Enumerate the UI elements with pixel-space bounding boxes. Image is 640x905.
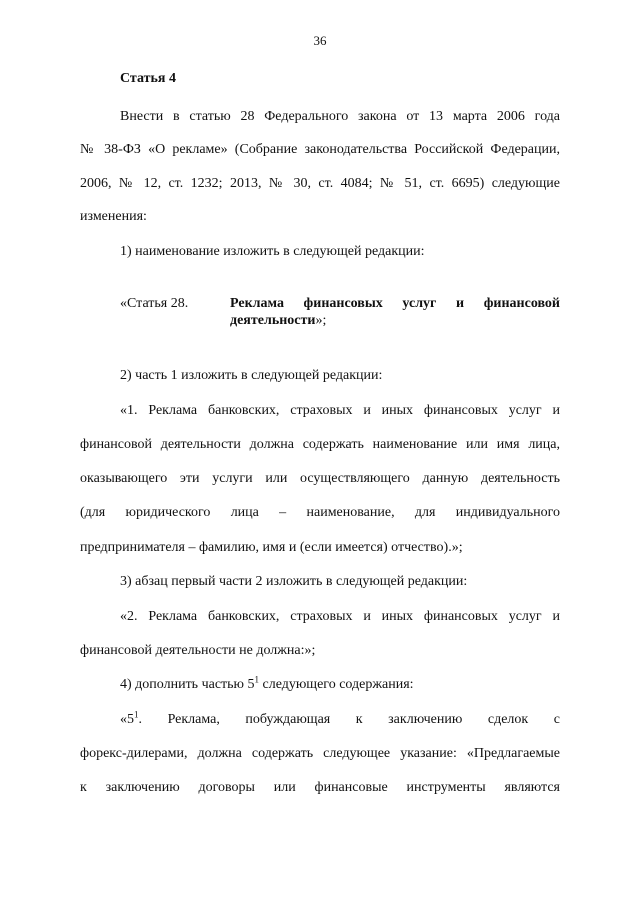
item-4-after: следующего содержания: [259,677,414,692]
intro-line-4: изменения: [80,209,147,224]
item-4-superscript: 1 [254,674,259,685]
quote2-line-2: финансовой деятельности не должна:»; [80,643,316,658]
quote1-line-4: (для юридического лица – наименование, для индивидуального [80,505,560,520]
quote3-line-1 [120,709,560,728]
item-1: 1) наименование изложить в следующей редакции: [120,244,425,259]
item-3: 3) абзац первый части 2 изложить в следующей редакции: [120,574,468,589]
quote2-line-1: «2. Реклама банковских, страховых и иных финансовых услуг и [120,609,560,624]
intro-line-2: № 38-ФЗ «О рекламе» (Собрание законодательства Российской Федерации, [80,142,560,157]
article-28-title-line-1: Реклама финансовых услуг и финансовой [230,296,560,311]
quote3-superscript: 1 [134,709,139,720]
quote1-line-3: оказывающего эти услуги или осуществляющего данную деятельность [80,471,560,486]
quote3-line-3: к заключению договоры или финансовые инструменты являются [80,780,560,795]
article-28-label: «Статья 28. [120,296,189,311]
article-heading: Статья 4 [120,71,176,86]
quote3-line-2: форекс-дилерами, должна содержать следующее указание: «Предлагаемые [80,746,560,761]
article-28-title-word: деятельности [230,313,316,328]
quote1-line-1: «1. Реклама банковских, страховых и иных финансовых услуг и [120,403,560,418]
quote1-line-5: предпринимателя – фамилию, имя и (если имеется) отчество).»; [80,540,463,555]
quote1-line-2: финансовой деятельности должна содержать наименование или имя лица, [80,437,560,452]
article-28-title-line-2 [230,313,326,329]
article-28-title-end: »; [315,313,327,328]
quote3-prefix: «5 [120,712,134,727]
page-number: 36 [313,33,327,48]
intro-line-3: 2006, № 12, ст. 1232; 2013, № 30, ст. 4084; № 51, ст. 6695) следующие [80,176,560,191]
item-4 [120,674,414,693]
item-2: 2) часть 1 изложить в следующей редакции: [120,368,383,383]
quote3-rest: . Реклама, побуждающая к заключению сделок с [138,712,560,727]
item-4-before: 4) дополнить частью 5 [120,677,255,692]
intro-line-1: Внести в статью 28 Федерального закона от 13 марта 2006 года [120,109,560,124]
